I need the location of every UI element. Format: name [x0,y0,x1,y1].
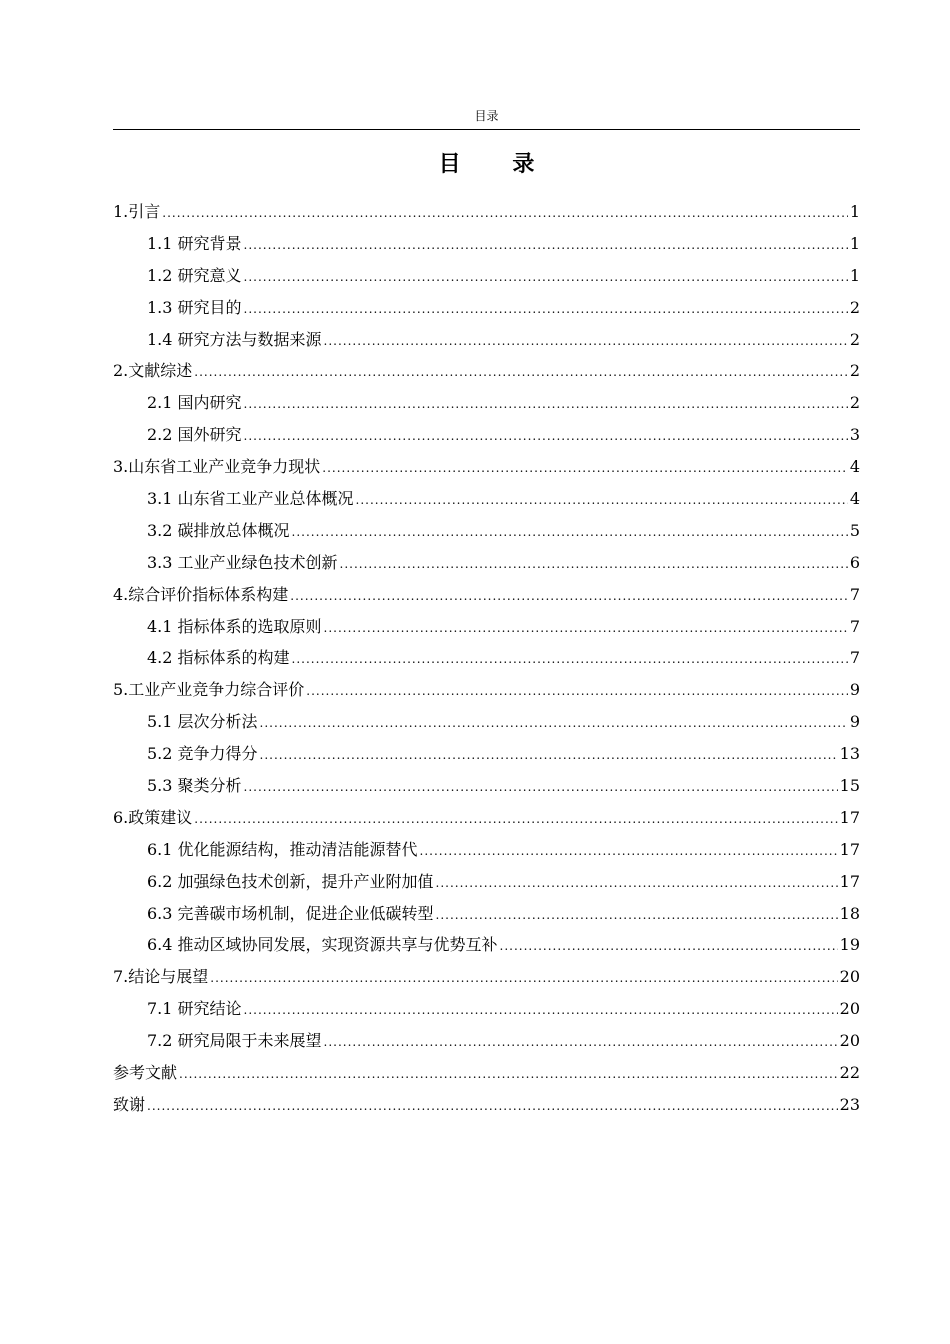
toc-entry[interactable] [113,834,860,866]
toc-entry[interactable] [113,1089,860,1121]
toc-page-number: 23 [839,1094,860,1114]
toc-dot-leader [356,485,848,517]
toc-page-number: 4 [849,457,860,477]
toc-entry[interactable] [113,324,860,356]
toc-entry[interactable] [113,898,860,930]
toc-dot-leader [324,326,848,358]
toc-entry-title: 参考文献 [113,1063,178,1083]
toc-dot-leader [500,931,838,963]
toc-entry[interactable] [113,483,860,515]
toc-page-number: 20 [839,1031,860,1051]
toc-entry-title: 6.政策建议 [113,807,193,827]
toc-dot-leader [194,804,837,836]
toc-dot-leader [244,389,848,421]
toc-entry[interactable] [113,260,860,292]
toc-entry[interactable] [113,547,860,579]
toc-entry[interactable] [113,770,860,802]
toc-dot-leader [324,613,848,645]
toc-entry-title: 3.2 碳排放总体概况 [147,520,290,540]
toc-page-number: 1 [849,202,860,221]
toc-dot-leader [260,740,838,772]
toc-entry-title: 3.山东省工业产业竞争力现状 [113,457,321,477]
toc-entry[interactable] [113,228,860,260]
toc-dot-leader [162,198,848,230]
toc-entry-title: 7.2 研究局限于未来展望 [147,1031,322,1051]
toc-entry[interactable] [113,961,860,993]
toc-entry-title: 2.文献综述 [113,361,193,381]
toc-dot-leader [340,549,848,581]
toc-entry[interactable] [113,642,860,674]
toc-dot-leader [194,357,848,389]
toc-dot-leader [306,676,848,708]
toc-page-number: 13 [839,744,860,764]
toc-dot-leader [322,453,848,485]
toc-page-number: 1 [849,233,860,253]
toc-dot-leader [210,963,837,995]
toc-dot-leader [292,644,848,676]
toc-dot-leader [147,1091,838,1123]
toc-entry-title: 6.1 优化能源结构，推动清洁能源替代 [147,839,418,859]
toc-page-number: 2 [849,393,860,413]
toc-entry-title: 6.2 加强绿色技术创新，提升产业附加值 [147,871,434,891]
toc-dot-leader [244,230,848,262]
toc-entry[interactable] [113,738,860,770]
toc-entry[interactable] [113,993,860,1025]
toc-entry-title: 2.1 国内研究 [147,393,242,413]
toc-page-number: 22 [839,1063,860,1083]
toc-page-number: 7 [849,584,860,604]
page-header [113,106,860,130]
toc-entry[interactable] [113,419,860,451]
toc-entry-title: 1.3 研究目的 [147,297,242,317]
toc-dot-leader [179,1059,838,1091]
toc-entry[interactable] [113,706,860,738]
toc-dot-leader [244,421,848,453]
toc-page-number: 17 [839,871,860,891]
toc-entry-title: 5.2 竞争力得分 [147,744,258,764]
toc-dot-leader [290,581,848,613]
toc-dot-leader [436,900,838,932]
toc-page-number: 2 [849,297,860,317]
toc-page-number: 15 [839,776,860,796]
toc-entry[interactable] [113,1025,860,1057]
toc-page-number: 18 [839,903,860,923]
toc-entry[interactable] [113,579,860,611]
toc-page-number: 2 [849,361,860,381]
toc-entry[interactable] [113,292,860,324]
toc-page-number: 3 [849,425,860,445]
toc-entry[interactable] [113,866,860,898]
toc-page-number: 20 [839,967,860,987]
toc-entry[interactable] [113,611,860,643]
table-of-contents [113,196,860,1121]
toc-page-number: 6 [849,552,860,572]
toc-dot-leader [244,262,848,294]
toc-page-number: 9 [849,680,860,700]
toc-page-number: 5 [849,520,860,540]
toc-dot-leader [244,772,838,804]
toc-entry-title: 致谢 [113,1094,146,1114]
toc-dot-leader [436,868,838,900]
toc-entry[interactable] [113,451,860,483]
toc-dot-leader [292,517,848,549]
toc-entry[interactable] [113,387,860,419]
toc-entry[interactable] [113,929,860,961]
toc-entry-title: 4.2 指标体系的构建 [147,648,290,668]
toc-entry-title: 7.结论与展望 [113,967,209,987]
toc-page-number: 19 [839,935,860,955]
toc-page-number: 7 [849,648,860,668]
running-title: 目录 [474,109,499,123]
toc-entry[interactable] [113,355,860,387]
toc-page-number: 20 [839,999,860,1019]
toc-entry-title: 1.2 研究意义 [147,265,242,285]
toc-page-number: 2 [849,329,860,349]
toc-dot-leader [244,995,838,1027]
toc-page-number: 17 [839,807,860,827]
toc-entry[interactable] [113,515,860,547]
toc-entry-title: 1.4 研究方法与数据来源 [147,329,322,349]
toc-entry[interactable] [113,1057,860,1089]
toc-entry-title: 5.工业产业竞争力综合评价 [113,680,305,700]
toc-entry[interactable] [113,674,860,706]
toc-entry[interactable] [113,196,860,228]
toc-entry-title: 3.3 工业产业绿色技术创新 [147,552,338,572]
toc-dot-leader [244,294,848,326]
toc-dot-leader [420,836,838,868]
toc-page-number: 1 [849,265,860,285]
toc-dot-leader [324,1027,838,1059]
toc-entry-title: 5.1 层次分析法 [147,712,258,732]
toc-page-number: 17 [839,839,860,859]
toc-entry[interactable] [113,802,860,834]
toc-entry-title: 4.综合评价指标体系构建 [113,584,289,604]
toc-entry-title: 7.1 研究结论 [147,999,242,1019]
toc-page-number: 7 [849,616,860,636]
toc-entry-title: 2.2 国外研究 [147,425,242,445]
toc-entry-title: 1.引言 [113,202,161,221]
toc-entry-title: 1.1 研究背景 [147,233,242,253]
toc-dot-leader [260,708,848,740]
toc-page-number: 9 [849,712,860,732]
toc-page-number: 4 [849,489,860,509]
toc-entry-title: 6.3 完善碳市场机制，促进企业低碳转型 [147,903,434,923]
toc-entry-title: 6.4 推动区域协同发展，实现资源共享与优势互补 [147,935,498,955]
toc-entry-title: 3.1 山东省工业产业总体概况 [147,489,354,509]
toc-title: 目 录 [438,152,557,177]
toc-entry-title: 5.3 聚类分析 [147,776,242,796]
toc-entry-title: 4.1 指标体系的选取原则 [147,616,322,636]
